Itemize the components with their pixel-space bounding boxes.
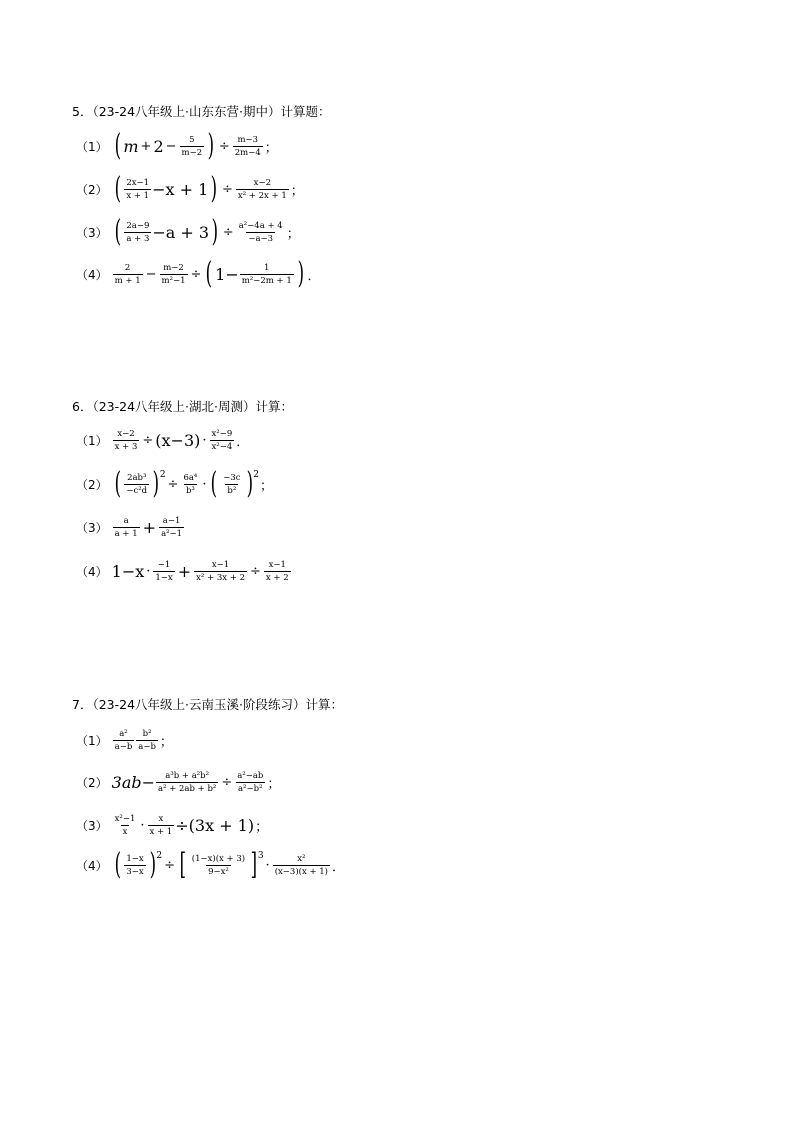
fraction [240,263,294,286]
numerator: 6a⁴ [183,472,198,483]
math-operator: ÷ [218,138,230,154]
fraction [124,473,149,496]
fraction [181,473,199,496]
math-operator: ÷ [250,564,261,579]
fraction [113,516,140,539]
math-term: 2 [153,136,164,156]
math-operator: ÷ [164,857,176,873]
fraction [124,178,151,201]
fraction [190,854,247,877]
denominator: b³ [185,485,195,496]
math-operator: ÷ [221,775,233,790]
right-paren: ) [149,847,156,882]
item-label: （1） [76,434,108,448]
punctuation: ． [332,859,346,875]
denominator: x²−4 [211,442,233,452]
math-term: −a + 3 [152,222,210,242]
denominator: a−b [138,742,156,752]
problem-6-item-1 [76,429,249,452]
left-paren: ( [114,171,121,206]
fraction [264,560,291,583]
item-label: （3） [76,819,108,833]
right-paren: ) [297,256,304,291]
exponent: 2 [159,470,166,480]
punctuation: ； [159,735,173,750]
fraction [153,560,174,583]
math-operator: ÷ [142,433,154,448]
math-term: 1−x [111,562,145,581]
denominator: a²−b² [238,784,263,794]
denominator: 9−x² [208,866,229,877]
problem-6-item-4 [76,560,293,583]
numerator: a²−ab [237,771,264,781]
denominator: m + 1 [114,275,141,286]
problem-5-item-3 [76,214,300,249]
fraction [235,771,265,794]
numerator: x−2 [117,429,135,439]
math-operator: · [202,476,207,492]
math-operator: − [165,138,177,154]
denominator: x + 3 [114,442,138,452]
left-paren: ( [114,847,121,882]
math-operator: + [177,562,192,581]
punctuation: ； [267,777,281,792]
numerator: 5 [189,134,195,145]
fraction [113,814,138,837]
denominator: m−2 [181,147,203,158]
numerator: m−3 [237,134,259,145]
denominator: a + 3 [126,233,150,244]
right-paren: ) [207,128,215,163]
numerator: a−1 [162,516,181,526]
fraction [236,178,289,201]
exponent: 2 [253,470,259,480]
numerator: a²−4a + 4 [238,220,283,231]
fraction [160,263,188,286]
problem-7-item-3 [76,814,268,837]
denominator: x² + 3x + 2 [196,573,245,583]
fraction [124,854,145,877]
fraction [273,854,330,877]
right-paren: ) [152,466,160,501]
math-term: m [123,136,139,156]
fraction [156,771,218,794]
fraction [113,429,140,452]
fraction [136,729,158,752]
item-label: （3） [76,225,108,240]
numerator: a [123,516,129,526]
math-term: 3ab− [111,773,156,792]
left-paren: ( [211,466,218,501]
denominator: −c²d [126,485,148,496]
fraction [180,135,205,158]
numerator: b² [142,729,152,739]
math-operator: · [202,433,207,448]
math-operator: ÷ [222,224,234,240]
right-bracket: ] [250,847,258,882]
problem-5-heading [72,104,330,120]
punctuation: ； [255,820,269,835]
numerator: x²−1 [114,814,136,824]
punctuation: ； [290,183,304,199]
exponent: 2 [156,851,163,861]
left-paren: ( [114,214,121,249]
denominator: a² + 2ab + b² [158,784,217,794]
fraction [237,221,285,244]
numerator: 2ab³ [127,472,147,483]
problem-source: （23-24八年级上·山东东营·期中）计算题： [92,104,331,119]
math-operator: ÷ [167,476,179,492]
math-operator: + [140,138,152,154]
left-paren: ( [114,128,121,163]
numerator: x² [297,853,306,864]
numerator: 1 [264,262,270,273]
punctuation: ； [286,226,300,242]
numerator: m−2 [163,262,184,273]
numerator: x−1 [211,560,230,570]
problem-number: 6． [72,399,93,414]
punctuation: ． [307,268,321,284]
denominator: m²−1 [161,275,186,286]
fraction [159,516,184,539]
fraction [124,221,151,244]
fraction [221,473,242,496]
denominator: b² [227,485,237,496]
problem-source: （23-24八年级上·湖北·周测）计算： [92,399,293,414]
denominator: −a−3 [248,233,274,244]
math-operator: · [140,818,145,833]
numerator: −1 [157,560,171,570]
numerator: −3c [223,472,241,483]
denominator: x + 1 [126,190,150,201]
numerator: x²−9 [211,429,233,439]
denominator: x + 2 [265,573,289,583]
item-label: （4） [76,858,108,873]
denominator: x [122,827,128,837]
problem-6-heading [72,399,293,415]
numerator: (1−x)(x + 3) [191,853,246,864]
fraction [210,429,235,452]
math-operator: · [146,564,151,579]
problem-number: 5． [72,104,93,119]
math-term: ÷(3x + 1) [175,816,255,835]
math-term: 1− [215,264,239,284]
math-operator: ÷ [222,181,233,197]
numerator: a³b + a²b² [165,771,210,781]
math-operator: ÷ [190,266,202,282]
punctuation: ； [259,478,273,494]
item-label: （4） [76,565,108,579]
fraction [233,135,263,158]
numerator: 2 [124,262,131,273]
denominator: m²−2m + 1 [241,275,292,286]
denominator: x² + 2x + 1 [237,190,287,201]
denominator: 3−x [126,866,144,877]
math-operator: + [142,518,157,537]
denominator: a−b [114,742,133,752]
numerator: x [158,814,164,824]
math-term: (x−3) [155,431,201,450]
problem-7-item-4 [76,847,346,882]
punctuation: ； [264,140,278,156]
numerator: 2a−9 [126,220,150,231]
problem-5-item-2 [76,171,304,206]
item-label: （3） [76,521,108,535]
numerator: x−1 [268,560,286,570]
item-label: （2） [76,477,108,492]
numerator: x−2 [253,177,271,188]
denominator: x + 1 [149,827,173,837]
fraction [113,263,143,286]
denominator: 1−x [155,573,173,583]
problem-6-item-2 [76,466,273,501]
problem-5-item-4 [76,256,321,291]
math-operator: − [145,266,157,282]
left-paren: ( [114,466,121,501]
problem-5-item-1 [76,128,278,163]
fraction [148,814,175,837]
math-term: −x + 1 [152,179,209,199]
item-label: （1） [76,139,108,154]
item-label: （2） [76,776,108,790]
fraction [113,729,135,752]
numerator: 1−x [126,853,144,864]
item-label: （4） [76,267,108,282]
denominator: a + 1 [114,529,138,539]
fraction [194,560,247,583]
right-paren: ) [211,214,219,249]
right-paren: ) [210,171,218,206]
denominator: (x−3)(x + 1) [274,866,329,877]
left-paren: ( [206,256,213,291]
exponent: 3 [257,851,264,861]
problem-6-item-3 [76,516,186,539]
numerator: 2x−1 [126,177,150,188]
problem-7-item-2 [76,771,280,794]
item-label: （1） [76,734,108,748]
problem-number: 7． [72,697,93,712]
problem-7-heading [72,697,343,713]
denominator: a²−1 [161,529,183,539]
denominator: 2m−4 [234,147,261,158]
numerator: a² [119,729,128,739]
left-bracket: [ [179,847,187,882]
right-paren: ) [246,466,253,501]
problem-source: （23-24八年级上·云南玉溪·阶段练习）计算： [92,697,343,712]
math-operator: · [265,857,270,873]
problem-7-item-1 [76,729,173,752]
item-label: （2） [76,182,108,197]
punctuation: ． [236,435,250,450]
